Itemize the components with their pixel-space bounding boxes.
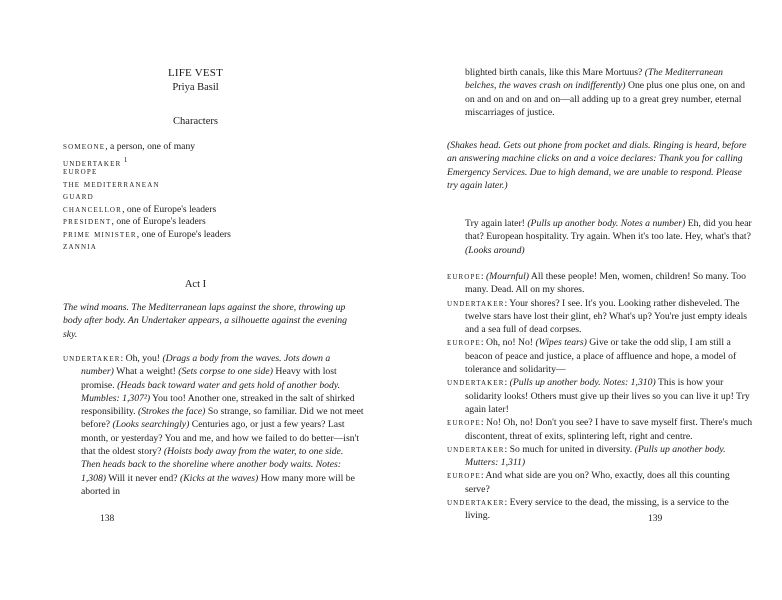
opening-stage-direction: The wind moans. The Mediterranean laps against the shore, throwing up body after body. An Undertaker appears, a silhouette against the evening sky. [63, 302, 347, 340]
cast-item: guard [63, 191, 94, 202]
dialogue-text: Centuries ago, or just a few years? Last month, or yesterday? You and me, and how we failed to do better—isn't that the oldest story? [81, 419, 360, 458]
undertaker-speech [63, 352, 365, 498]
dialogue-line: europe: No! Oh, no! Don't you see? I have to save myself first. There's much discontent, threat of exits, splintering left, right and centre. [447, 417, 753, 442]
characters-heading: Characters [173, 116, 218, 127]
dialogue-text: blighted birth canals, like this Mare Mortuus? [465, 67, 645, 78]
dialogue-text: Heavy with lost promise. [81, 366, 337, 391]
cast-item: the mediterranean [63, 178, 160, 190]
dialogue-line: undertaker: Every service to the dead, the missing, is a service to the living. [447, 497, 729, 522]
dialogue-text: : [504, 377, 510, 389]
dialogue-line: undertaker: Your shores? I see. It's you. Looking rather disheveled. The twelve stars have lost their glint, eh? What's up? You're just empty ideals and a sea full of dead corpses. [447, 297, 748, 336]
cast-item: undertaker $^1$ [63, 155, 128, 169]
stage-direction-text: (Sets corpse to one side) [178, 366, 273, 378]
dialogue-text: How many more will be aborted in [81, 472, 355, 497]
dialogue-text: : [480, 271, 486, 282]
cast-item: zannia [63, 241, 98, 252]
dialogue-text: Try again later! [465, 218, 528, 229]
cast-item: chancellor, one of Europe's leaders [63, 203, 217, 215]
dialogue-line: europe: (Mournful) All these people! Men, women, children! So many. Too many. Dead. All on my shores. [447, 271, 746, 296]
stage-direction-text: (Kicks at the waves) [179, 472, 259, 484]
dialogue-text: : No! Oh, no! Don't you see? I have to save myself first. There's much discontent, threat of exits, splintering left, right and centre. [465, 417, 753, 442]
dialogue-text: Eh, did you hear that? European hospitality. Try again. When it's too late. Hey, what's that? [465, 218, 752, 243]
stage-direction-text: (Pulls up another body. Mutters: 1,311) [465, 443, 726, 469]
dialogue-text: : And what side are you on? Who, exactly, does all this counting serve? [465, 470, 730, 495]
cast-item: europe [63, 166, 98, 177]
play-title: LIFE VEST [167, 67, 224, 79]
dialogue-text: : So much for united in diversity. [504, 443, 635, 455]
stage-direction-text: (Looks searchingly) [112, 419, 190, 431]
right-page [391, 0, 782, 600]
dialogue-text: : Oh, no! No! [480, 337, 536, 349]
dialogue-line: europe: Oh, no! No! (Wipes tears) Give or take the odd slip, I am still a beacon of peace and justice, a place of affluence and hope, a model of tolerance and solidarity— [447, 337, 737, 376]
speech-continuation-2 [447, 217, 755, 257]
speaker-name: undertaker [63, 353, 121, 364]
dialogue-text: You too! Another one, streaked in the salt of shirked responsibility. [81, 392, 355, 418]
stage-direction: (Shakes head. Gets out phone from pocket and dials. Ringing is heard, before an answering machine clicks on and a voice declares: Thank you for calling Emergency Services. Due to high demand, we are unable to respond. Please try again later.) [447, 140, 747, 191]
stage-direction-text: (Looks around) [465, 244, 525, 256]
stage-direction-text: (Wipes tears) [535, 337, 587, 349]
speech-continuation [447, 66, 749, 119]
cast-item: president, one of Europe's leaders [63, 216, 206, 227]
dialogue [447, 270, 755, 523]
stage-direction-text: (Drags a body from the waves. Jots down a number) [81, 353, 331, 378]
cast-item: someone, a person, one of many [63, 141, 196, 152]
footnote-marker: 1 [123, 155, 128, 164]
dialogue-text: : Oh, you! [120, 353, 163, 364]
dialogue-text: : Your shores? I see. It's you. Looking rather disheveled. The twelve stars have lost their glint, eh? What's up? You're just empty ideals and a sea full of dead corpses. [465, 297, 748, 336]
dialogue-text: Will it never end? [106, 472, 180, 484]
stage-direction-text: (Hoists body away from the water, to one side. Then heads back to the shoreline where another body waits. Notes: 1,308) [81, 446, 344, 484]
dialogue-line: undertaker: (Pulls up another body. Notes: 1,310) This is how your solidarity looks! Others must give up their lives so you can live it up! Try again later! [447, 377, 750, 415]
stage-direction-text: (Mournful) [485, 271, 530, 282]
stage-direction-text: (Heads back toward water and gets hold of another body. Mumbles: 1,307²) [81, 379, 341, 404]
dialogue-text: All these people! Men, women, children! So many. Too many. Dead. All on my shores. [465, 271, 746, 296]
author-name: Priya Basil [172, 82, 219, 93]
cast-list [63, 141, 363, 254]
page-number: 139 [648, 514, 663, 524]
dialogue-text: What a weight! [113, 366, 179, 378]
stage-direction-text: (Strokes the face) [137, 406, 206, 418]
dialogue-text: One plus one plus one, on and on and on and on and on—all adding up to a great grey number, eternal miscarriages of justice. [465, 80, 745, 118]
stage-direction-text: (Pulls up another body. Notes a number) [527, 218, 686, 229]
page-number: 138 [100, 514, 115, 524]
stage-direction-text: (The Mediterranean belches, the waves crash on indifferently) [465, 67, 724, 92]
act-heading: Act I [184, 279, 207, 290]
dialogue-text: : Every service to the dead, the missing, is a service to the living. [465, 497, 729, 522]
dialogue-line: undertaker: So much for united in diversity. (Pulls up another body. Mutters: 1,311) [447, 443, 726, 469]
dialogue-text: This is how your solidarity looks! Others must give up their lives so you can live it up! Try again later! [465, 377, 750, 415]
dialogue-line: europe: And what side are you on? Who, exactly, does all this counting serve? [447, 470, 730, 495]
stage-direction-text: (Pulls up another body. Notes: 1,310) [509, 377, 656, 389]
cast-item: prime minister, one of Europe's leaders [63, 228, 231, 240]
dialogue-text: Give or take the odd slip, I am still a beacon of peace and justice, a place of affluence and hope, a model of tolerance and solidarity— [465, 337, 737, 376]
dialogue-text: So strange, so familiar. Did we not meet before? [81, 406, 364, 431]
